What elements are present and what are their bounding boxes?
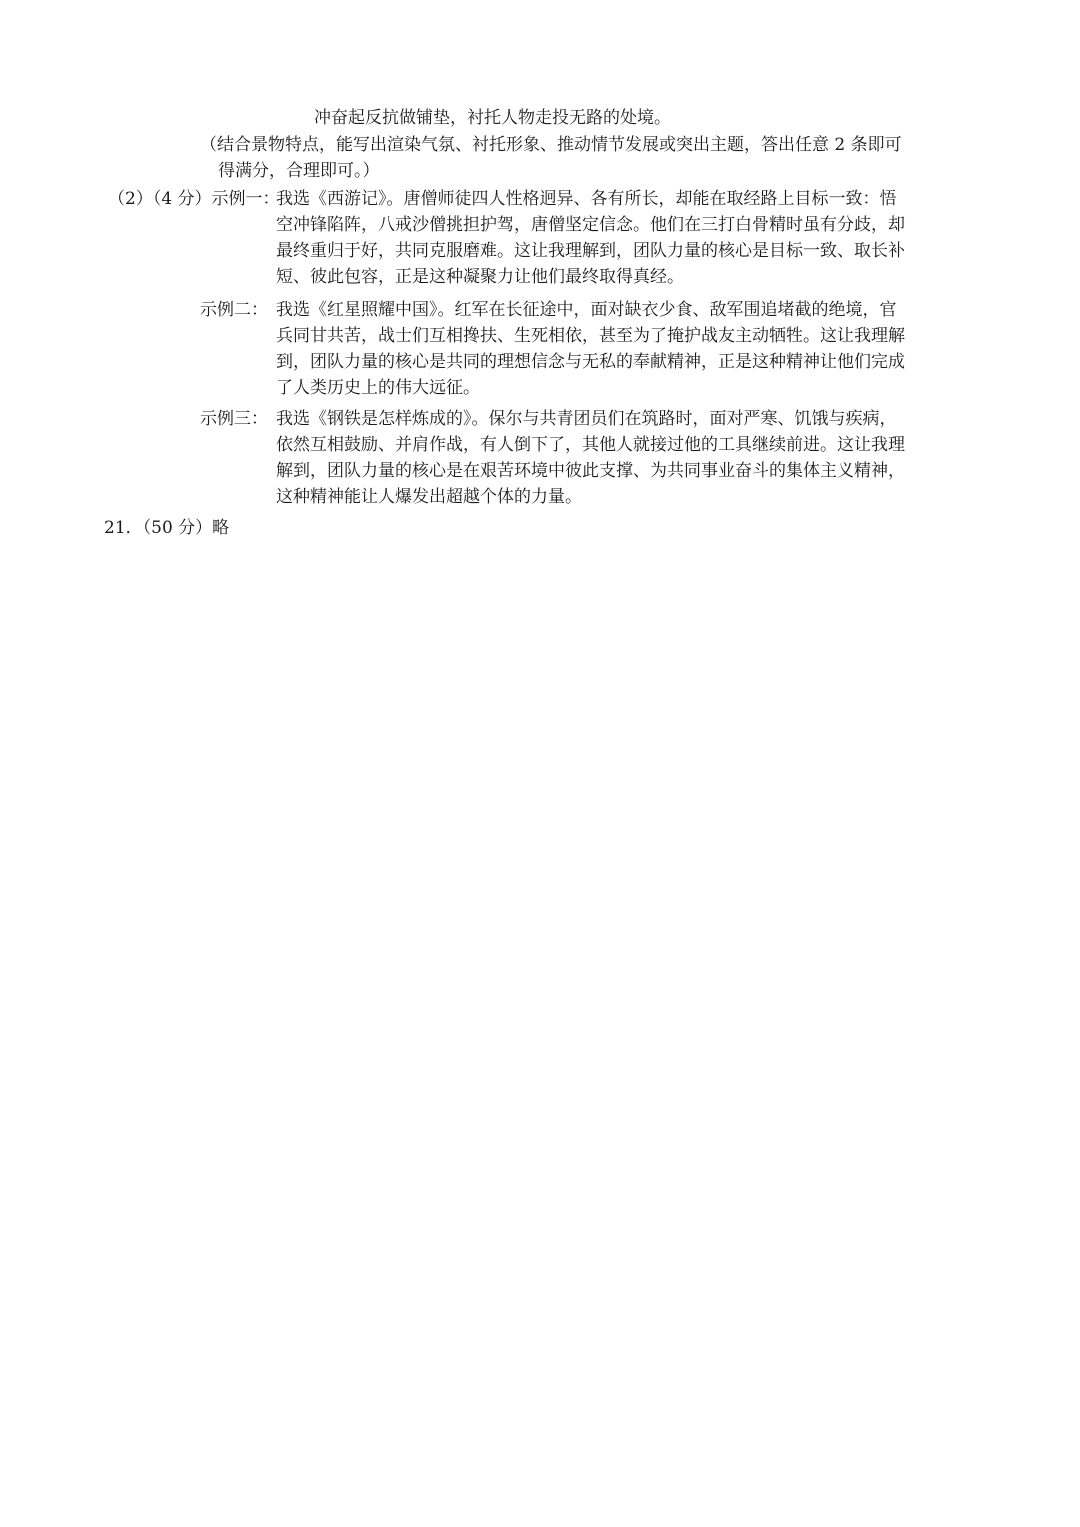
example-1-paragraph bbox=[276, 186, 976, 290]
example-2-line: 到，团队力量的核心是共同的理想信念与无私的奉献精神，正是这种精神让他们完成 bbox=[276, 352, 905, 372]
example-2-label: 示例二： bbox=[200, 300, 268, 320]
answer-continuation-line: 冲奋起反抗做铺垫，衬托人物走投无路的处境。 bbox=[314, 108, 671, 128]
example-3-label: 示例三： bbox=[200, 409, 268, 429]
example-2-line: 兵同甘共苦，战士们互相搀扶、生死相依，甚至为了掩护战友主动牺牲。这让我理解 bbox=[276, 326, 905, 346]
example-2-paragraph bbox=[276, 297, 976, 401]
question-21-line: 21．（50 分）略 bbox=[104, 518, 230, 538]
example-1-line: 短、彼此包容，正是这种凝聚力让他们最终取得真经。 bbox=[276, 267, 684, 287]
example-3-line: 解到，团队力量的核心是在艰苦环境中彼此支撑、为共同事业奋斗的集体主义精神， bbox=[276, 461, 905, 481]
question-2-label: （2）（4 分）示例一： bbox=[108, 189, 280, 209]
example-3-line: 这种精神能让人爆发出超越个体的力量。 bbox=[276, 487, 582, 507]
scoring-note-line-2: 得满分，合理即可。） bbox=[218, 161, 380, 181]
example-3-line: 我选《钢铁是怎样炼成的》。保尔与共青团员们在筑路时，面对严寒、饥饿与疾病， bbox=[276, 409, 897, 429]
example-1-line: 空冲锋陷阵，八戒沙僧挑担护驾，唐僧坚定信念。他们在三打白骨精时虽有分歧，却 bbox=[276, 215, 905, 235]
scoring-note-line-1: （结合景物特点，能写出渲染气氛、衬托形象、推动情节发展或突出主题，答出任意 2 条即可 bbox=[200, 135, 902, 155]
example-3-line: 依然互相鼓励、并肩作战，有人倒下了，其他人就接过他的工具继续前进。这让我理 bbox=[276, 435, 905, 455]
example-1-line: 最终重归于好，共同克服磨难。这让我理解到，团队力量的核心是目标一致、取长补 bbox=[276, 241, 905, 261]
example-2-line: 了人类历史上的伟大远征。 bbox=[276, 378, 480, 398]
example-3-paragraph bbox=[276, 406, 976, 510]
example-1-line: 我选《西游记》。唐僧师徒四人性格迥异、各有所长，却能在取经路上目标一致：悟 bbox=[276, 189, 897, 209]
example-2-line: 我选《红星照耀中国》。红军在长征途中，面对缺衣少食、敌军围追堵截的绝境，官 bbox=[276, 300, 897, 320]
